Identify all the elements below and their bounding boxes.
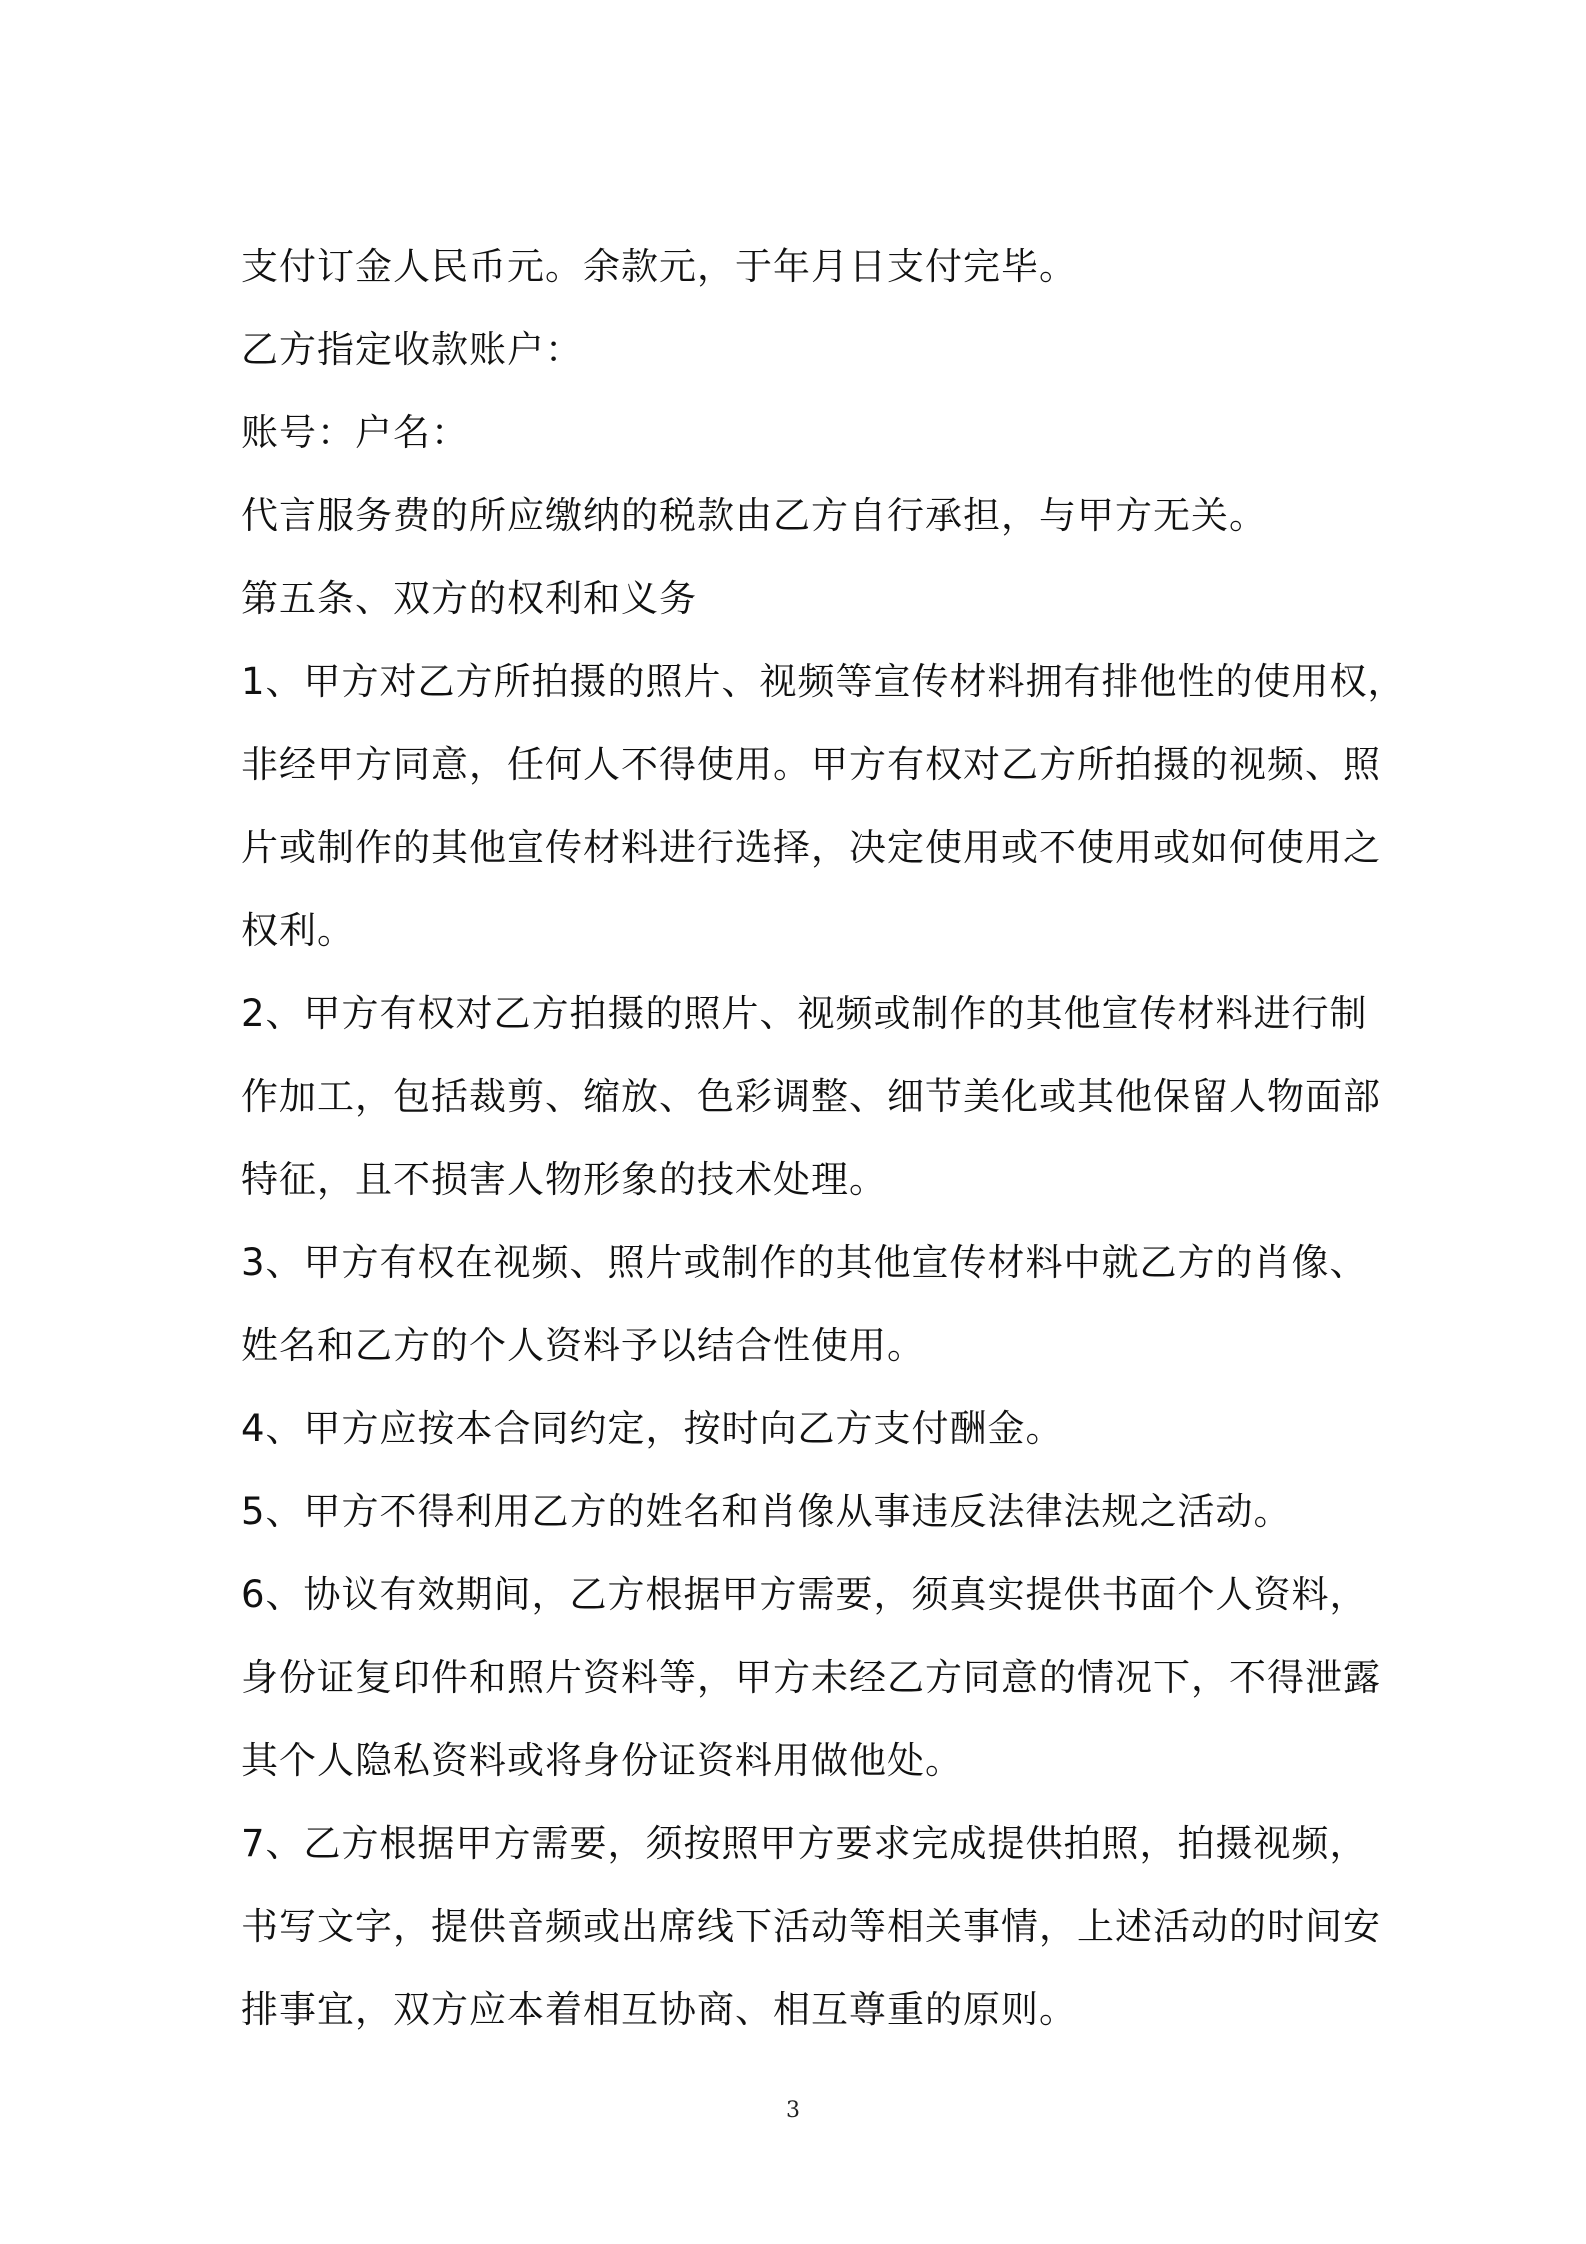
section-heading: 第五条、双方的权利和义务 — [241, 577, 697, 620]
text-line: 6、协议有效期间，乙方根据甲方需要，须真实提供书面个人资料， — [241, 1573, 1368, 1616]
text-line: 身份证复印件和照片资料等，甲方未经乙方同意的情况下，不得泄露 — [241, 1656, 1381, 1699]
text-line: 特征，且不损害人物形象的技术处理。 — [241, 1158, 887, 1201]
text-line: 乙方指定收款账户： — [241, 328, 583, 371]
text-line: 账号：户名： — [241, 411, 469, 454]
text-line: 书写文字，提供音频或出席线下活动等相关事情，上述活动的时间安 — [241, 1905, 1381, 1948]
text-line: 1、甲方对乙方所拍摄的照片、视频等宣传材料拥有排他性的使用权， — [241, 660, 1406, 703]
text-line: 支付订金人民币元。余款元，于年月日支付完毕。 — [241, 245, 1077, 288]
text-line: 姓名和乙方的个人资料予以结合性使用。 — [241, 1324, 925, 1367]
text-line: 作加工，包括裁剪、缩放、色彩调整、细节美化或其他保留人物面部 — [241, 1075, 1381, 1118]
text-line: 排事宜，双方应本着相互协商、相互尊重的原则。 — [241, 1988, 1077, 2031]
text-line: 7、乙方根据甲方需要，须按照甲方要求完成提供拍照，拍摄视频， — [241, 1822, 1368, 1865]
text-line: 权利。 — [241, 909, 355, 952]
text-line: 4、甲方应按本合同约定，按时向乙方支付酬金。 — [241, 1407, 1064, 1450]
text-line: 5、甲方不得利用乙方的姓名和肖像从事违反法律法规之活动。 — [241, 1490, 1292, 1533]
text-line: 2、甲方有权对乙方拍摄的照片、视频或制作的其他宣传材料进行制 — [241, 992, 1368, 1035]
text-line: 片或制作的其他宣传材料进行选择，决定使用或不使用或如何使用之 — [241, 826, 1381, 869]
text-line: 其个人隐私资料或将身份证资料用做他处。 — [241, 1739, 963, 1782]
text-line: 非经甲方同意，任何人不得使用。甲方有权对乙方所拍摄的视频、照 — [241, 743, 1381, 786]
text-line: 代言服务费的所应缴纳的税款由乙方自行承担，与甲方无关。 — [241, 494, 1267, 537]
text-line: 3、甲方有权在视频、照片或制作的其他宣传材料中就乙方的肖像、 — [241, 1241, 1368, 1284]
page-number: 3 — [786, 2098, 800, 2123]
